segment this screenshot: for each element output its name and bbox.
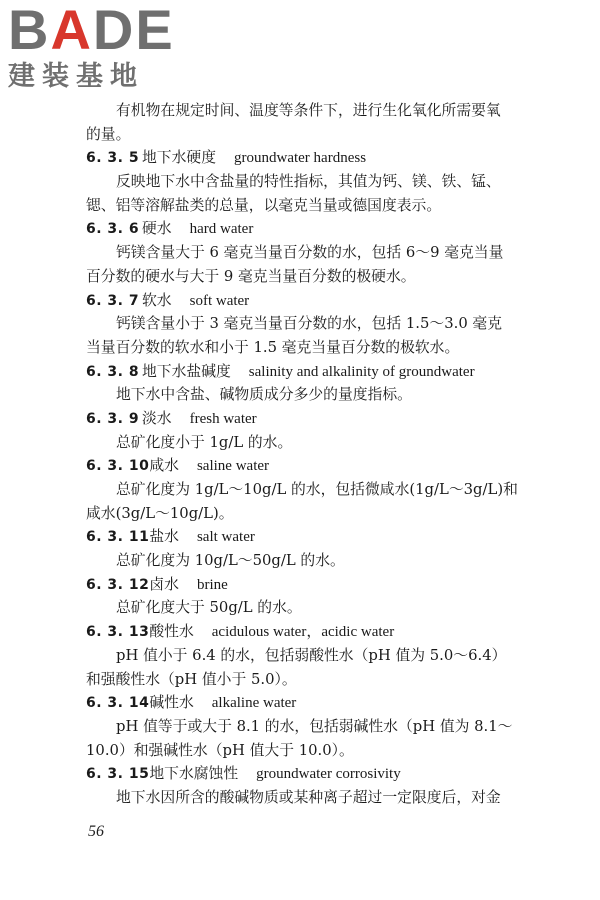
term-number: 6. 3. 5: [86, 150, 140, 167]
term-definition-line: 百分数的硬水与大于 9 毫克当量百分数的极硬水。: [86, 267, 416, 285]
term-english: saline water: [196, 458, 270, 475]
term-english: soft water: [189, 292, 250, 309]
term-chinese: 硬水: [142, 220, 172, 238]
logo-letters-de: DE: [92, 0, 175, 61]
term-english: salinity and alkalinity of groundwater: [248, 363, 475, 380]
term-definition-line: pH 值等于或大于 8.1 的水，包括弱碱性水（pH 值为 8.1～: [116, 717, 513, 735]
term-chinese: 地下水盐碱度: [142, 362, 231, 380]
term-heading: [86, 525, 526, 549]
term-definition-line: 地下水因所含的酸碱物质或某种离子超过一定限度后，对金: [116, 788, 501, 806]
term-definition-line: 总矿化度大于 50g/L 的水。: [116, 599, 302, 617]
term-number: 6. 3. 9: [86, 410, 140, 427]
term-number: 6. 3. 15: [86, 766, 150, 783]
term-heading: [86, 146, 526, 170]
term-number: 6. 3. 13: [86, 624, 150, 641]
term-heading: [86, 573, 526, 597]
terms-list: [86, 146, 526, 809]
term-chinese: 咸水: [149, 457, 179, 475]
term-definition-line: 咸水(3g/L～10g/L)。: [86, 504, 234, 522]
term-definition-line: 反映地下水中含盐量的特性指标，其值为钙、镁、铁、锰、: [116, 173, 501, 191]
term-heading: [86, 289, 526, 313]
term-english: fresh water: [189, 410, 257, 427]
document-body: [86, 99, 526, 810]
term-number: 6. 3. 6: [86, 221, 140, 238]
term-definition-line: 锶、铝等溶解盐类的总量，以毫克当量或德国度表示。: [86, 196, 442, 214]
logo-letter-b: B: [8, 0, 51, 61]
term-heading: [86, 217, 526, 241]
term-definition-line: 总矿化度小于 1g/L 的水。: [116, 433, 293, 451]
term-heading: [86, 454, 526, 478]
term-chinese: 卤水: [149, 575, 179, 593]
term-chinese: 淡水: [142, 409, 172, 427]
term-definition-line: 10.0）和强碱性水（pH 值大于 10.0）。: [86, 741, 354, 759]
logo-subtitle: 建装基地: [8, 61, 144, 92]
term-number: 6. 3. 12: [86, 576, 150, 593]
intro-line: 有机物在规定时间、温度等条件下，进行生化氧化所需要氧: [116, 102, 501, 119]
term-heading: [86, 620, 526, 644]
term-definition-line: pH 值小于 6.4 的水，包括弱酸性水（pH 值为 5.0～6.4）: [116, 646, 507, 664]
term-chinese: 酸性水: [149, 623, 194, 641]
term-chinese: 地下水硬度: [142, 149, 216, 167]
term-chinese: 盐水: [149, 528, 179, 546]
term-number: 6. 3. 7: [86, 292, 140, 309]
term-chinese: 碱性水: [149, 694, 194, 712]
term-definition-line: 总矿化度为 1g/L～10g/L 的水，包括微咸水(1g/L～3g/L)和: [116, 481, 518, 498]
term-heading: [86, 407, 526, 431]
term-heading: [86, 762, 526, 786]
term-definition-line: 地下水中含盐、碱物质成分多少的量度指标。: [116, 386, 412, 404]
term-heading: [86, 360, 526, 384]
term-definition-line: 当量百分数的软水和小于 1.5 毫克当量百分数的极软水。: [86, 338, 460, 356]
term-chinese: 软水: [142, 291, 172, 309]
page-number: 56: [88, 823, 104, 840]
intro-line: 的量。: [86, 125, 131, 143]
term-english: acidulous water，acidic water: [211, 624, 395, 641]
term-number: 6. 3. 10: [86, 458, 150, 475]
term-english: groundwater hardness: [234, 150, 367, 167]
logo-wordmark: [8, 2, 178, 60]
term-number: 6. 3. 8: [86, 363, 140, 380]
term-english: salt water: [196, 529, 255, 546]
term-definition-line: 总矿化度为 10g/L～50g/L 的水。: [116, 552, 345, 570]
term-english: alkaline water: [211, 695, 297, 712]
logo-letter-a: A: [50, 0, 93, 61]
term-english: hard water: [189, 221, 254, 238]
term-definition-line: 钙镁含量小于 3 毫克当量百分数的水，包括 1.5～3.0 毫克: [116, 315, 503, 333]
bade-logo: [8, 2, 178, 90]
term-number: 6. 3. 14: [86, 695, 150, 712]
term-definition-line: 和强酸性水（pH 值小于 5.0）。: [86, 670, 297, 688]
term-definition-line: 钙镁含量大于 6 毫克当量百分数的水，包括 6～9 毫克当量: [116, 244, 504, 262]
term-heading: [86, 691, 526, 715]
term-number: 6. 3. 11: [86, 529, 150, 546]
term-chinese: 地下水腐蚀性: [149, 765, 239, 783]
term-english: groundwater corrosivity: [256, 766, 401, 783]
term-english: brine: [196, 576, 228, 593]
